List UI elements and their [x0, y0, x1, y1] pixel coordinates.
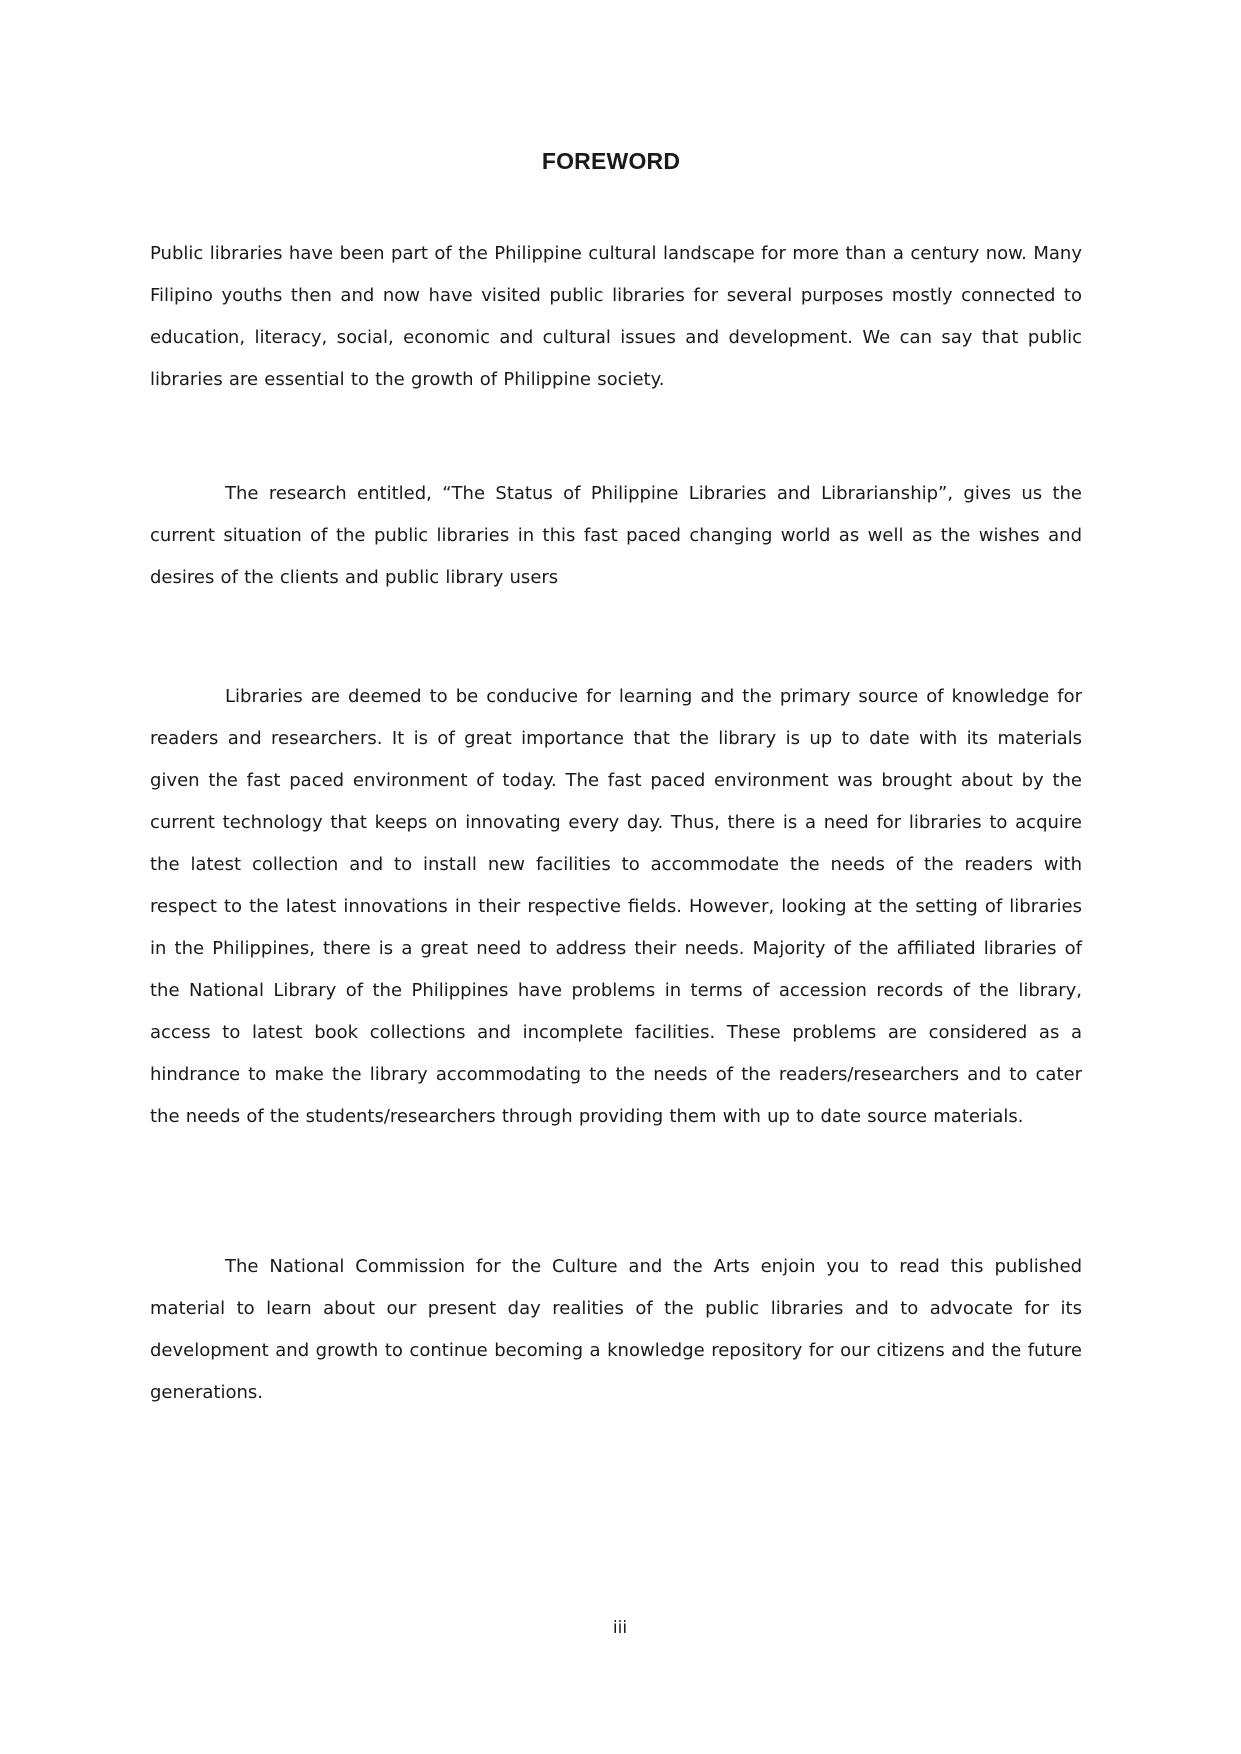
paragraph-libraries: Libraries are deemed to be conducive for learning and the primary source of knowledge for readers and researchers. It is of great importance that the library is up to date with its materials given the fast paced environment of today. The fast paced environment was brought about by the current technology that keeps on innovating every day. Thus, there is a need for libraries to acquire the latest collection and to install new facilities to accommodate the needs of the readers with respect to the latest innovations in their respective fields. However, looking at the setting of libraries in the Philippines, there is a great need to address their needs. Majority of the affiliated libraries of the National Library of the Philippines have problems in terms of accession records of the library, access to latest book collections and incomplete facilities. These problems are considered as a hindrance to make the library accommodating to the needs of the readers/researchers and to cater the needs of the students/researchers through providing them with up to date source materials.	[150, 686, 1082, 1127]
paragraph-research: The research entitled, “The Status of Philippine Libraries and Librarianship”, gives us the current situation of the public libraries in this fast paced changing world as well as the wishes and desires of the clients and public library users	[150, 483, 1082, 588]
page-number: iii	[612, 1618, 628, 1638]
page-title: FOREWORD	[541, 148, 681, 174]
paragraph-commission: The National Commission for the Culture and the Arts enjoin you to read this published material to learn about our present day realities of the public libraries and to advocate for its development and growth to continue becoming a knowledge repository for our citizens and the future generations.	[150, 1256, 1082, 1403]
paragraph-intro: Public libraries have been part of the Philippine cultural landscape for more than a century now. Many Filipino youths then and now have visited public libraries for several purposes mostly connected to education, literacy, social, economic and cultural issues and development. We can say that public libraries are essential to the growth of Philippine society.	[150, 243, 1082, 390]
